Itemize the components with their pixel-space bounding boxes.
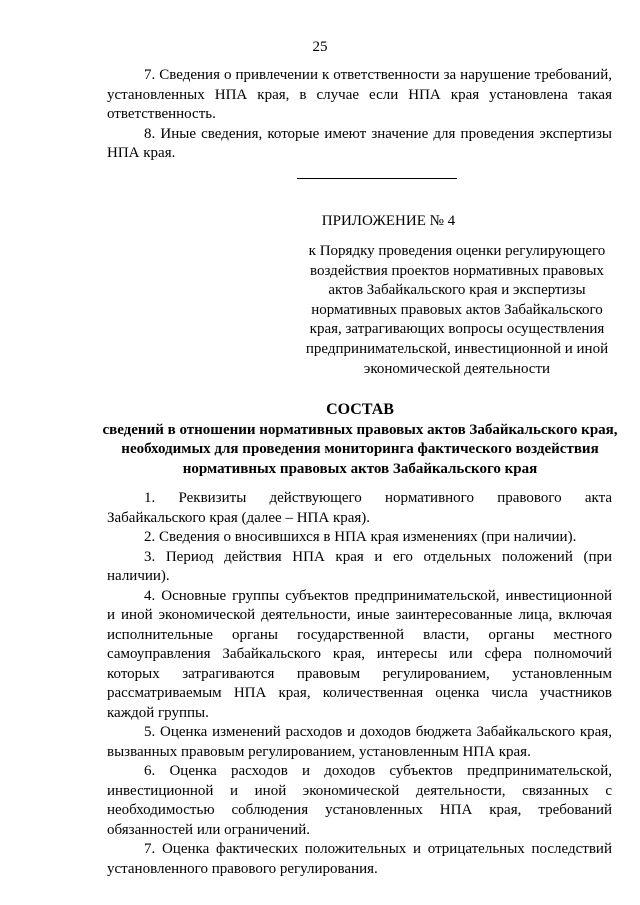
appendix-text: к Порядку проведения оценки регулирующего воздействия проектов нормативных правовых актов Забайкальского края и экспертизы нормативных правовых актов Забайкальского края, затрагивающих вопросы осуществления предпринимательской, инвестиционной и иной экономической деятельности xyxy=(305,243,609,377)
list-item-6: 6. Оценка расходов и доходов субъектов предпринимательской, инвестиционной и иной экономической деятельности, связанных с необходимостью соблюдения установленных НПА края, требований обязанностей или ограничений. xyxy=(107,763,612,838)
document-heading xyxy=(100,400,620,479)
composition-list xyxy=(107,489,612,879)
heading-subtitle: сведений в отношении нормативных правовых актов Забайкальского края, необходимых для проведения мониторинга фактического воздействия нормативных правовых актов Забайкальского края xyxy=(102,421,618,477)
list-item-top-7: 7. Сведения о привлечении к ответственности за нарушение требований, установленных НПА края, в случае если НПА края установлена такая ответственность. xyxy=(107,67,612,122)
list-item-top-8: 8. Иные сведения, которые имеют значение для проведения экспертизы НПА края. xyxy=(107,125,612,161)
list-item-3: 3. Период действия НПА края и его отдельных положений (при наличии). xyxy=(107,548,612,584)
list-item-2: 2. Сведения о вносившихся в НПА края изменениях (при наличии). xyxy=(144,529,577,545)
page-number: 25 xyxy=(312,39,328,55)
list-item-4: 4. Основные группы субъектов предпринимательской, инвестиционной и иной экономической деятельности, иные заинтересованные лица, включая исполнительные органы государственной власти, органы местного самоуправления Забайкальского края, интересы или сфера полномочий которых затрагиваются правовым регулированием, установленным рассматриваемым НПА края, количественная оценка числа участников каждой группы. xyxy=(107,587,612,721)
heading-title: СОСТАВ xyxy=(326,401,394,418)
list-item-5: 5. Оценка изменений расходов и доходов бюджета Забайкальского края, вызванных правовым регулированием, установленным НПА края. xyxy=(107,724,612,760)
section-divider xyxy=(297,178,457,179)
list-item-1: 1. Реквизиты действующего нормативного правового акта Забайкальского края (далее – НПА края). xyxy=(107,490,612,526)
appendix-title: ПРИЛОЖЕНИЕ № 4 xyxy=(321,213,456,229)
list-item-7: 7. Оценка фактических положительных и отрицательных последствий установленного правового регулирования. xyxy=(107,841,612,877)
top-section xyxy=(107,66,612,164)
